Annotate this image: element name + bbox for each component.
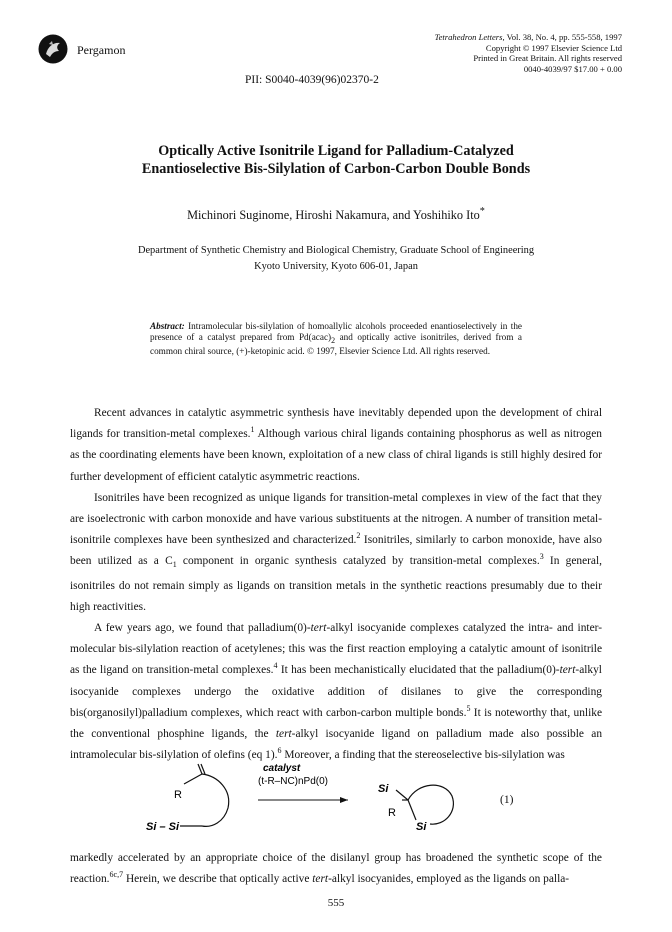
reference-mark: 5	[466, 703, 471, 713]
product-si-top-label: Si	[378, 783, 389, 795]
title-line-1: Optically Active Isonitrile Ligand for Palladium-Catalyzed	[158, 143, 514, 159]
abstract-subscript: 2	[331, 336, 336, 345]
title-line-2: Enantioselective Bis-Silylation of Carbon-Carbon Double Bonds	[141, 161, 531, 177]
product-r-label: R	[388, 807, 396, 819]
text-run: Although various chiral ligands containing phosphorus as well as nitrogen as the coordinating elements have been known, exploitation of a new class of chiral ligands is still highly desired for further development of efficient catalytic asymmetric reactions.	[70, 428, 602, 483]
product-structure	[378, 783, 453, 833]
issn-price-line: 0040-4039/97 $17.00 + 0.00	[523, 63, 622, 74]
pii-identifier: PII: S0040-4039(96)02370-2	[245, 74, 379, 86]
product-si-bottom-label: Si	[416, 821, 427, 833]
corresponding-author-mark: *	[479, 206, 485, 217]
reactant-structure	[146, 764, 229, 833]
abstract-text-b: and optically active isonitriles, derived from a common chiral source, (+)-ketopinic acid. © 1997, Elsevier Science Ltd. All rights reserved.	[150, 332, 522, 356]
text-run: It is noteworthy that, unlike the conventional phosphine ligands, the	[70, 706, 603, 741]
citation-block	[322, 32, 622, 74]
reference-mark: 3	[539, 552, 544, 562]
publisher-name: Pergamon	[77, 43, 126, 57]
catalyst-label: catalyst	[263, 763, 301, 774]
text-run: markedly accelerated by an appropriate choice of the disilanyl group has broadened the synthetic scope of the reaction.	[70, 852, 602, 886]
reaction-arrow	[258, 763, 348, 803]
author-list	[0, 206, 672, 223]
abstract-label: Abstract:	[150, 321, 185, 331]
body-text	[70, 403, 602, 766]
paragraph-1	[70, 403, 602, 488]
text-run: A few years ago, we found that palladium(0)-	[94, 622, 311, 635]
paper-title	[0, 142, 672, 178]
affiliation	[0, 243, 672, 275]
author-names: Michinori Suginome, Hiroshi Nakamura, and Yoshihiko Ito	[187, 208, 480, 223]
reference-mark: 1	[250, 425, 255, 435]
text-run: Recent advances in catalytic asymmetric synthesis have inevitably depended upon the development of chiral ligands for transition-metal complexes.	[70, 407, 602, 441]
paragraph-3	[70, 618, 602, 766]
text-run: component in organic synthesis catalyzed by transition-metal complexes.	[176, 555, 540, 568]
copyright-line: Copyright © 1997 Elsevier Science Ltd	[485, 42, 622, 53]
text-run: -alkyl isocyanides, employed as the ligands on palla-	[328, 873, 570, 886]
text-run: -alkyl isocyanide complexes undergo the oxidative addition of disilanes to give the corresponding bis(organosilyl)palladium complexes, which react with carbon-carbon multiple bonds.	[70, 664, 602, 719]
equation-number: (1)	[500, 794, 514, 806]
reference-mark: 6	[277, 746, 282, 756]
text-run: Isonitriles have been recognized as unique ligands for transition-metal complexes in view of the fact that they are isoelectronic with carbon monoxide and have various substituents at the nitrogen. A number of transition metal-isonitrile complexes have been synthesized and characterized.	[70, 491, 602, 547]
text-run: It has been mechanistically elucidated that the palladium(0)-	[277, 664, 560, 677]
volume-info: , Vol. 38, No. 4, pp. 555-558, 1997	[502, 32, 622, 42]
italic-run: tert	[559, 664, 576, 677]
reference-mark: 4	[273, 661, 278, 671]
journal-name: Tetrahedron Letters	[434, 32, 503, 42]
text-run: -alkyl isocyanide complexes catalyzed the intra- and inter-molecular bis-silylation reaction of acetylenes; this was the first reaction employing a catalytic amount of isonitrile as the ligand on transition-metal complexes.	[70, 622, 602, 677]
reactant-r-label: R	[174, 789, 182, 801]
text-run: -alkyl isocyanide ligand on palladium made also possible an intramolecular bis-silylation of olefins (eq 1).	[70, 728, 603, 762]
affiliation-line-1: Department of Synthetic Chemistry and Biological Chemistry, Graduate School of Engineering	[137, 245, 535, 256]
abstract-text-a: Intramolecular bis-silylation of homoallylic alcohols proceeded enantioselectively in the presence of a catalyst prepared from Pd(acac)	[150, 321, 522, 342]
paragraph-2	[70, 488, 602, 618]
text-run: Moreover, a finding that the stereoselective bis-silylation was	[281, 749, 565, 762]
body-text-continued	[70, 848, 602, 890]
abstract	[150, 321, 522, 357]
italic-run: tert	[312, 873, 329, 886]
text-run: Herein, we describe that optically active	[123, 873, 313, 886]
italic-run: tert	[310, 622, 327, 635]
text-run: Isonitriles, similarly to carbon monoxide, have also been utilized as a C	[70, 534, 602, 568]
reference-mark: 6c,7	[109, 870, 124, 880]
affiliation-line-2: Kyoto University, Kyoto 606-01, Japan	[254, 261, 418, 272]
printed-line: Printed in Great Britain. All rights reserved	[473, 53, 622, 64]
page-number: 555	[327, 897, 345, 909]
reaction-scheme	[140, 760, 540, 844]
text-run: In general, isonitriles do not remain simply as ligands on transition metals in the synthetic reactions presumably due to their high reactivities.	[70, 555, 602, 613]
publisher-logo	[38, 34, 68, 64]
catalyst-formula: (t-R–NC)nPd(0)	[258, 776, 329, 787]
subscript: 1	[172, 560, 177, 570]
italic-run: tert	[275, 728, 292, 741]
citation-line	[322, 32, 622, 43]
reactant-disilanyl-label: Si – Si	[146, 821, 180, 833]
reference-mark: 2	[356, 531, 361, 541]
